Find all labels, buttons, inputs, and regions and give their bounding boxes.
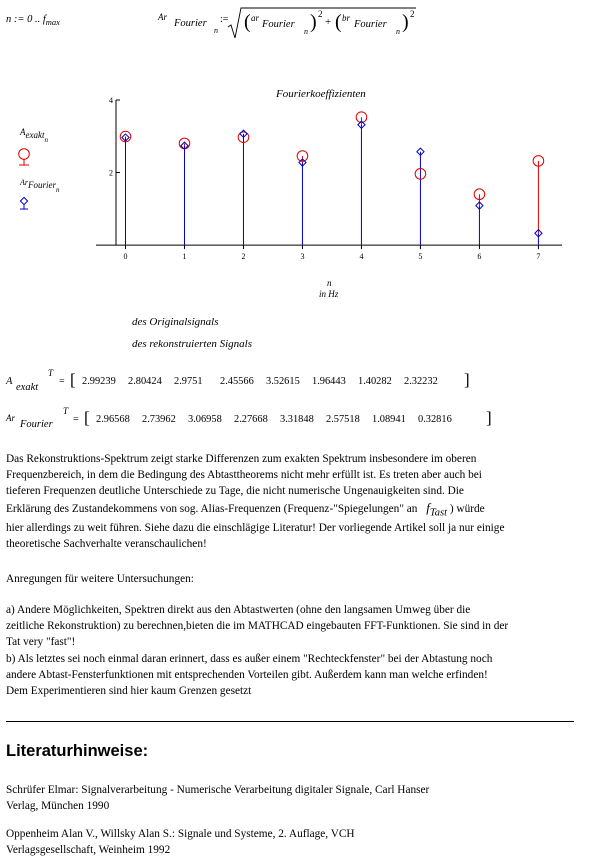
- text-line: tieferen Frequenzen deutliche Unterschiede zu Tage, die nicht numerische Ungenauigkeiten sind. Die: [6, 485, 464, 498]
- vector-exakt-name: A: [6, 376, 13, 387]
- vector-fourier-value: 1.08941: [372, 414, 406, 425]
- term1-sub: Fourier: [262, 19, 295, 30]
- reference-2: [6, 826, 588, 858]
- series-fourier-main: Ar: [20, 178, 28, 187]
- vector-exakt-value: 2.45566: [220, 376, 254, 387]
- y-tick-label: 2: [109, 168, 113, 178]
- vector-fourier-sub: Fourier: [20, 419, 53, 430]
- paren-close-1: ): [310, 11, 317, 33]
- x-tick-label: 4: [359, 252, 364, 262]
- x-tick-label: 0: [123, 252, 128, 262]
- legend-diamond-fourier: [20, 197, 27, 204]
- text-line: Das Rekonstruktions-Spektrum zeigt starke Differenzen zum exakten Spektrum insbesondere im oberen: [6, 453, 477, 465]
- vector-fourier-values: [96, 414, 464, 425]
- text-line: a) Andere Möglichkeiten, Spektren direkt aus den Abtastwerten (ohne den langsamen Umweg über die: [6, 604, 471, 616]
- legend-reconstructed-label: des rekonstruierten Signals: [132, 338, 252, 350]
- x-tick-label: 1: [182, 252, 187, 262]
- text-line: Schrüfer Elmar: Signalverarbeitung - Numerische Verarbeitung digitaler Signale, Carl Hanser: [6, 784, 430, 796]
- legend-original-label: des Originalsignals: [132, 316, 219, 328]
- vector-fourier-name: Ar: [6, 413, 15, 423]
- formula-lhs: Ar: [158, 12, 167, 22]
- bracket-open-exakt: [: [70, 370, 76, 389]
- series-exakt-main: A: [20, 127, 26, 137]
- term1-exp: 2: [318, 9, 323, 19]
- text-line: Dem Experimentieren sind hier kaum Grenzen gesetzt: [6, 685, 252, 698]
- legend-circle-exakt: [19, 149, 30, 160]
- formula-lhs-index: n: [214, 26, 218, 35]
- paragraph-explanation: [6, 451, 588, 552]
- text-line: Oppenheim Alan V., Willsky Alan S.: Signale und Systeme, 2. Auflage, VCH: [6, 828, 355, 840]
- vector-exakt-value: 2.80424: [128, 376, 162, 387]
- fourier-chart: [0, 0, 593, 300]
- x-axis-label: n: [327, 278, 332, 288]
- paragraph-suggestions-heading: Anregungen für weitere Untersuchungen:: [6, 573, 194, 585]
- formula-assign: :=: [220, 14, 229, 25]
- paren-close-2: ): [402, 11, 409, 33]
- vector-exakt-sub: exakt: [16, 382, 39, 393]
- x-tick-label: 2: [241, 252, 246, 262]
- term2-index: n: [396, 27, 400, 36]
- vector-fourier-value: 3.31848: [280, 414, 314, 425]
- x-tick-label: 6: [477, 252, 482, 262]
- bracket-close-fourier: ]: [486, 408, 492, 427]
- vector-exakt-value: 2.99239: [82, 376, 116, 387]
- vector-fourier-value: 2.96568: [96, 414, 130, 425]
- paren-open-1: (: [244, 11, 251, 33]
- paragraph-suggestion-a: [6, 602, 588, 699]
- text-line-part: Erklärung des Zustandekommens von sog. Alias-Frequenzen (Frequenz-"Spiegelungen" an: [6, 502, 418, 515]
- text-line: Frequenzbereich, in dem die Bedingung des Abtasttheorems nicht mehr erfüllt ist. Es treten aber auch bei: [6, 469, 482, 482]
- term2: br: [342, 13, 351, 23]
- series-fourier-sub: Fourier: [28, 180, 56, 191]
- x-axis-unit: in Hz: [319, 289, 339, 299]
- text-line-part: ) würde: [449, 502, 485, 515]
- text-line: Tat very "fast"!: [6, 636, 76, 649]
- series-fourier-index: n: [56, 186, 60, 195]
- vector-fourier-value: 2.27668: [234, 414, 268, 425]
- vector-exakt-value: 1.96443: [312, 376, 346, 387]
- vector-exakt-value: 2.32232: [404, 376, 438, 387]
- vector-fourier-eq: =: [73, 414, 79, 425]
- text-line: hier allerdings zu weit führen. Siehe dazu die einschlägige Literatur! Der vorliegende Artikel soll ja nur einige: [6, 521, 505, 534]
- divider: [6, 721, 574, 722]
- vector-exakt: [6, 368, 486, 398]
- vector-fourier-value: 2.57518: [326, 414, 360, 425]
- text-line-with-formula: [6, 500, 588, 520]
- text-line: zeitliche Rekonstruktion) zu berechnen,bieten die im MATHCAD eingebauten FFT-Funktionen. Sie sind in der: [6, 620, 509, 633]
- vector-exakt-value: 2.9751: [174, 376, 203, 387]
- vector-exakt-values: [82, 376, 450, 387]
- plus: +: [325, 16, 332, 28]
- vector-fourier-value: 0.32816: [418, 414, 452, 425]
- series-label-exakt: [20, 126, 48, 145]
- chart-title: Fourierkoeffizienten: [276, 88, 366, 100]
- x-tick-label: 5: [418, 252, 423, 262]
- text-line: andere Abtast-Fensterfunktionen mit entsprechenden Vorteilen gibt. Außerdem kann man welche erfinden!: [6, 668, 488, 681]
- series-label-fourier: [20, 176, 60, 195]
- series-exakt-sub: exakt: [25, 130, 45, 141]
- term1-index: n: [304, 27, 308, 36]
- y-tick-label: 4: [109, 96, 113, 105]
- vector-fourier-value: 2.73962: [142, 414, 176, 425]
- vector-fourier-value: 3.06958: [188, 414, 222, 425]
- vector-exakt-value: 3.52615: [266, 376, 300, 387]
- vector-exakt-eq: =: [59, 376, 65, 387]
- x-tick-label: 7: [536, 252, 541, 262]
- x-tick-label: 3: [300, 252, 305, 262]
- term2-sub: Fourier: [354, 19, 387, 30]
- range-text: n := 0 .. f: [6, 14, 46, 25]
- term2-exp: 2: [410, 9, 415, 19]
- vector-fourier-sup: T: [63, 406, 69, 416]
- inline-f: f: [426, 499, 430, 515]
- range-sub: max: [45, 17, 60, 28]
- reference-1: [6, 782, 588, 814]
- paren-open-2: (: [335, 11, 342, 33]
- bracket-close-exakt: ]: [464, 370, 470, 389]
- vector-exakt-sup: T: [48, 368, 54, 378]
- text-line: Verlag, München 1990: [6, 800, 110, 813]
- series-exakt-index: n: [44, 136, 48, 145]
- text-line: theoretische Sachverhalte veranschaulichen!: [6, 537, 207, 550]
- inline-f-sub: Tast: [429, 506, 448, 518]
- text-line: b) Als letztes sei noch einmal daran erinnert, dass es außer einem "Rechteckfenster" bei der Abtastung noch: [6, 652, 493, 665]
- term1: ar: [251, 13, 260, 23]
- vector-exakt-value: 1.40282: [358, 376, 392, 387]
- formula-lhs-sub: Fourier: [174, 18, 207, 29]
- literature-heading: Literaturhinweise:: [6, 742, 149, 760]
- vector-fourier: [6, 406, 506, 436]
- bracket-open-fourier: [: [84, 408, 90, 427]
- text-line: Verlagsgesellschaft, Weinheim 1992: [6, 844, 171, 857]
